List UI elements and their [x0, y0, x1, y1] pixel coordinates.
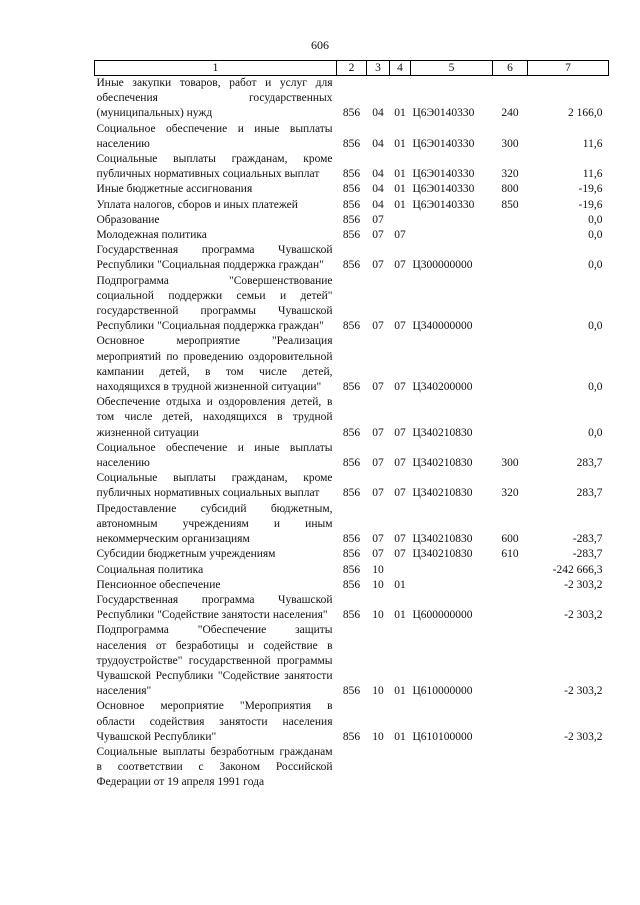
- row-target-article-cell: Ц6Э0140330: [412, 137, 475, 150]
- row-sum-cell: -242 666,3: [552, 563, 603, 576]
- row-section-cell: 07: [372, 533, 384, 546]
- row-grbs-cell: 856: [342, 198, 361, 211]
- header-col-7: 7: [528, 61, 609, 76]
- row-section-cell: 10: [372, 578, 384, 591]
- row-sum-cell: 0,0: [588, 320, 603, 333]
- table-row: [95, 593, 609, 623]
- row-grbs-cell: 856: [342, 548, 361, 561]
- row-sum-cell: [528, 745, 609, 791]
- row-target-article-cell: Ц340210830: [412, 487, 473, 500]
- row-section-cell: 10: [372, 730, 384, 743]
- row-target-article-cell: [411, 213, 493, 228]
- row-subsection-cell: [390, 563, 411, 578]
- row-subsection-cell: 01: [394, 107, 406, 120]
- row-name-cell: Социальные выплаты гражданам, кроме публичных нормативных социальных выплат: [96, 153, 333, 181]
- header-col-2: 2: [337, 61, 367, 76]
- row-name-cell: Молодежная политика: [96, 229, 207, 242]
- row-sum-cell: 0,0: [588, 229, 603, 242]
- row-grbs-cell: 856: [342, 381, 361, 394]
- row-section-cell: 10: [372, 685, 384, 698]
- row-sum-cell: 0,0: [588, 259, 603, 272]
- row-target-article-cell: [411, 745, 493, 791]
- row-name-cell: Предоставление субсидий бюджетным, автономным учреждениям и иным некоммерческим организациям: [96, 502, 333, 546]
- table-row: [95, 578, 609, 593]
- row-expense-type-cell: [493, 699, 528, 745]
- row-section-cell: 07: [372, 548, 384, 561]
- row-grbs-cell: 856: [342, 730, 361, 743]
- row-expense-type-cell: 850: [501, 198, 519, 211]
- row-grbs-cell: 856: [342, 213, 361, 226]
- row-name-cell: Социальное обеспечение и иные выплаты населению: [96, 122, 333, 150]
- row-sum-cell: -2 303,2: [564, 685, 603, 698]
- row-subsection-cell: 07: [394, 381, 406, 394]
- row-section-cell: 07: [372, 213, 384, 226]
- row-target-article-cell: [411, 578, 493, 593]
- row-expense-type-cell: 320: [501, 168, 519, 181]
- row-section-cell: 10: [372, 609, 384, 622]
- budget-table: [94, 60, 609, 791]
- row-sum-cell: -19,6: [578, 183, 603, 196]
- row-subsection-cell: 07: [394, 533, 406, 546]
- header-col-4: 4: [390, 61, 411, 76]
- row-sum-cell: 283,7: [576, 487, 603, 500]
- row-section-cell: 04: [372, 137, 384, 150]
- row-expense-type-cell: [493, 578, 528, 593]
- row-grbs-cell: 856: [342, 563, 361, 576]
- row-target-article-cell: Ц340000000: [412, 320, 473, 333]
- row-section-cell: 04: [372, 183, 384, 196]
- row-expense-type-cell: 800: [501, 183, 519, 196]
- row-expense-type-cell: [493, 274, 528, 335]
- row-name-cell: Уплата налогов, сборов и иных платежей: [96, 198, 298, 211]
- row-expense-type-cell: [493, 395, 528, 441]
- row-sum-cell: -2 303,2: [564, 578, 603, 591]
- row-name-cell: Государственная программа Чувашской Республики "Социальная поддержка граждан": [96, 244, 333, 272]
- row-grbs-cell: 856: [342, 320, 361, 333]
- row-section-cell: 07: [372, 259, 384, 272]
- row-grbs-cell: 856: [342, 259, 361, 272]
- row-subsection-cell: 01: [394, 578, 406, 591]
- row-target-article-cell: [411, 228, 493, 243]
- row-expense-type-cell: 300: [501, 457, 519, 470]
- table-row: [95, 274, 609, 335]
- row-subsection-cell: 07: [394, 229, 406, 242]
- row-name-cell: Иные бюджетные ассигнования: [96, 183, 253, 196]
- table-row: [95, 547, 609, 562]
- row-name-cell: Социальные выплаты безработным гражданам в соответствии с Законом Российской Федерации от 19 апреля 1991 года: [96, 745, 333, 789]
- row-name-cell: Подпрограмма "Обеспечение защиты населения от безработицы и содействие в трудоустройстве" государственной программы Чувашской Республики "Содействие занятости населения": [96, 624, 333, 698]
- row-target-article-cell: Ц340210830: [412, 533, 473, 546]
- row-target-article-cell: Ц600000000: [412, 609, 473, 622]
- header-col-1: 1: [95, 61, 337, 76]
- row-grbs-cell: [337, 745, 367, 791]
- row-expense-type-cell: [493, 563, 528, 578]
- header-col-3: 3: [367, 61, 390, 76]
- row-target-article-cell: Ц340210830: [412, 457, 473, 470]
- row-target-article-cell: Ц610100000: [412, 730, 473, 743]
- table-row: [95, 441, 609, 471]
- page-number: 606: [311, 38, 329, 52]
- row-grbs-cell: 856: [342, 137, 361, 150]
- table-row: [95, 502, 609, 548]
- row-subsection-cell: 07: [394, 259, 406, 272]
- table-row: [95, 213, 609, 228]
- row-target-article-cell: Ц6Э0140330: [412, 107, 475, 120]
- row-expense-type-cell: 240: [501, 107, 519, 120]
- row-name-cell: Основное мероприятие "Мероприятия в области содействия занятости населения Чувашской Республики": [96, 700, 333, 743]
- row-expense-type-cell: [493, 593, 528, 623]
- row-subsection-cell: 01: [394, 137, 406, 150]
- header-col-5: 5: [411, 61, 493, 76]
- table-row: [95, 243, 609, 273]
- row-name-cell: Социальные выплаты гражданам, кроме публичных нормативных социальных выплат: [96, 472, 333, 500]
- table-row: [95, 182, 609, 197]
- row-subsection-cell: 01: [394, 730, 406, 743]
- table-row: [95, 699, 609, 745]
- row-expense-type-cell: 610: [501, 548, 519, 561]
- table-row: [95, 228, 609, 243]
- table-row: [95, 76, 609, 122]
- row-subsection-cell: 07: [394, 320, 406, 333]
- row-target-article-cell: Ц6Э0140330: [412, 183, 475, 196]
- row-sum-cell: 0,0: [588, 426, 603, 439]
- row-grbs-cell: 856: [342, 168, 361, 181]
- row-section-cell: 07: [372, 426, 384, 439]
- row-target-article-cell: Ц340200000: [412, 381, 473, 394]
- row-expense-type-cell: [493, 243, 528, 273]
- table-row: [95, 745, 609, 791]
- row-subsection-cell: [390, 213, 411, 228]
- row-target-article-cell: Ц6Э0140330: [412, 168, 475, 181]
- row-section-cell: 10: [372, 563, 384, 576]
- row-name-cell: Социальная политика: [96, 563, 204, 576]
- row-section-cell: 04: [372, 107, 384, 120]
- table-row: [95, 122, 609, 152]
- table-row: [95, 623, 609, 699]
- row-section-cell: [367, 745, 390, 791]
- row-name-cell: Социальное обеспечение и иные выплаты населению: [96, 441, 333, 470]
- row-sum-cell: -2 303,2: [564, 730, 603, 743]
- row-subsection-cell: 01: [394, 198, 406, 211]
- row-expense-type-cell: [493, 334, 528, 395]
- table-row: [95, 152, 609, 182]
- row-expense-type-cell: [493, 745, 528, 791]
- table-header-row: [95, 61, 609, 76]
- row-expense-type-cell: [493, 213, 528, 228]
- row-name-cell: Пенсионное обеспечение: [96, 578, 221, 591]
- table-row: [95, 471, 609, 501]
- row-sum-cell: 0,0: [588, 213, 603, 226]
- row-section-cell: 07: [372, 229, 384, 242]
- row-sum-cell: 0,0: [588, 381, 603, 394]
- row-target-article-cell: Ц340210830: [412, 426, 473, 439]
- table-body: [95, 76, 609, 791]
- row-sum-cell: -2 303,2: [564, 609, 603, 622]
- row-grbs-cell: 856: [342, 107, 361, 120]
- row-subsection-cell: 01: [394, 168, 406, 181]
- row-sum-cell: -283,7: [572, 533, 603, 546]
- table-row: [95, 395, 609, 441]
- table-row: [95, 198, 609, 213]
- row-section-cell: 07: [372, 457, 384, 470]
- row-subsection-cell: 07: [394, 426, 406, 439]
- header-col-6: 6: [493, 61, 528, 76]
- row-name-cell: Обеспечение отдыха и оздоровления детей, в том числе детей, находящихся в трудной жизненной ситуации: [96, 396, 333, 439]
- row-grbs-cell: 856: [342, 457, 361, 470]
- row-grbs-cell: 856: [342, 183, 361, 196]
- row-grbs-cell: 856: [342, 426, 361, 439]
- row-section-cell: 07: [372, 320, 384, 333]
- row-expense-type-cell: 300: [501, 137, 519, 150]
- row-subsection-cell: 01: [394, 609, 406, 622]
- row-sum-cell: -283,7: [572, 548, 603, 561]
- row-target-article-cell: Ц300000000: [412, 259, 473, 272]
- row-name-cell: Субсидии бюджетным учреждениям: [96, 548, 276, 561]
- row-subsection-cell: 07: [394, 548, 406, 561]
- row-sum-cell: 2 166,0: [568, 107, 603, 120]
- row-grbs-cell: 856: [342, 533, 361, 546]
- row-name-cell: Иные закупки товаров, работ и услуг для обеспечения государственных (муниципальных) нужд: [96, 77, 333, 120]
- row-section-cell: 07: [372, 381, 384, 394]
- row-target-article-cell: Ц340210830: [412, 548, 473, 561]
- row-expense-type-cell: 600: [501, 533, 519, 546]
- row-expense-type-cell: [493, 228, 528, 243]
- row-expense-type-cell: 320: [501, 487, 519, 500]
- row-section-cell: 04: [372, 168, 384, 181]
- row-sum-cell: 283,7: [576, 457, 603, 470]
- table-row: [95, 334, 609, 395]
- row-grbs-cell: 856: [342, 229, 361, 242]
- row-name-cell: Образование: [96, 213, 160, 226]
- row-sum-cell: 11,6: [582, 137, 603, 150]
- row-grbs-cell: 856: [342, 487, 361, 500]
- row-target-article-cell: Ц610000000: [412, 685, 473, 698]
- row-subsection-cell: 01: [394, 183, 406, 196]
- row-section-cell: 07: [372, 487, 384, 500]
- row-name-cell: Государственная программа Чувашской Республики "Содействие занятости населения": [96, 593, 333, 622]
- row-expense-type-cell: [493, 623, 528, 699]
- row-sum-cell: -19,6: [578, 198, 603, 211]
- row-grbs-cell: 856: [342, 685, 361, 698]
- row-subsection-cell: 07: [394, 457, 406, 470]
- row-subsection-cell: 01: [394, 685, 406, 698]
- row-name-cell: Подпрограмма "Совершенствование социальной поддержки семьи и детей" государственной программы Чувашской Республики "Социальная поддержка граждан": [96, 274, 333, 333]
- row-grbs-cell: 856: [342, 609, 361, 622]
- row-sum-cell: 11,6: [582, 168, 603, 181]
- row-target-article-cell: [411, 563, 493, 578]
- row-target-article-cell: Ц6Э0140330: [412, 198, 475, 211]
- row-section-cell: 04: [372, 198, 384, 211]
- row-name-cell: Основное мероприятие "Реализация мероприятий по проведению оздоровительной кампании детей, в том числе детей, находящихся в трудной жизненной ситуации": [96, 335, 333, 394]
- table-row: [95, 563, 609, 578]
- row-grbs-cell: 856: [342, 578, 361, 591]
- row-subsection-cell: 07: [394, 487, 406, 500]
- row-subsection-cell: [390, 745, 411, 791]
